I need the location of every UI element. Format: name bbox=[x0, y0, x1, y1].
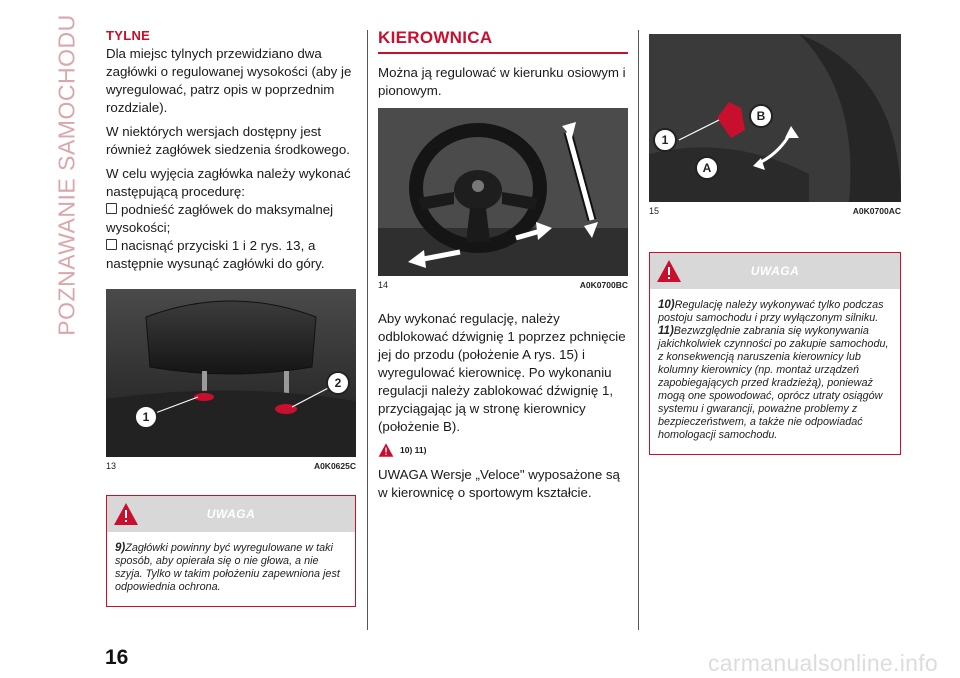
warning-item: 11)Bezwzględnie zabrania się wykonywania jakichkolwiek czynności po zakupie samochodu, z konsekwencją naruszenia kierownicy lub kolumny kierownicy (np. montaż urządzeń zapobiegających przed kradzieżą), ponieważ mogą one spowodować, oprócz utraty osiągów systemu i gwarancji, poważne problemy z bezpieczeństwem, a także nie odpowiadać homologacji samochodu. bbox=[658, 325, 889, 441]
warning-item: 9)Zagłówki powinny być wyregulowane w taki sposób, aby opierała się o nie głowa, a nie szyja. Tylko w takim położeniu zapewniona jest odpowiednia ochrona. bbox=[115, 542, 340, 593]
warning-content bbox=[107, 532, 355, 606]
figure-caption bbox=[106, 457, 356, 471]
section-heading-steering: KIEROWNICA bbox=[378, 28, 493, 47]
callout-A: A bbox=[695, 156, 719, 180]
figure-caption bbox=[378, 276, 628, 290]
paragraph: Można ją regulować w kierunku osiowym i pionowym. bbox=[378, 65, 626, 98]
watermark: carmanualsonline.info bbox=[707, 650, 938, 676]
paragraph: W niektórych wersjach dostępny jest również zagłówek siedzenia środkowego. bbox=[106, 124, 350, 157]
figure-code: A0K0625C bbox=[313, 461, 356, 471]
callout-2: 2 bbox=[326, 371, 350, 395]
steering-wheel-illustration bbox=[378, 108, 628, 276]
figure-code: A0K0700BC bbox=[579, 280, 628, 290]
callout-1: 1 bbox=[134, 405, 158, 429]
callout-B: B bbox=[749, 104, 773, 128]
warning-triangle-icon bbox=[378, 442, 394, 458]
paragraph: UWAGA Wersje „Veloce" wyposażone są w kierownicę o sportowym kształcie. bbox=[378, 467, 620, 500]
warning-header bbox=[107, 496, 355, 532]
warning-ref-numbers: 10) 11) bbox=[400, 445, 427, 455]
paragraph: Dla miejsc tylnych przewidziano dwa zagłówki o regulowanej wysokości (aby je wyregulować, patrz opis w poprzednim rozdziale). bbox=[106, 46, 352, 115]
warning-item: 10)Regulację należy wykonywać tylko podczas postoju samochodu i przy wyłączonym silniku. bbox=[658, 299, 884, 324]
steering-wheel-photo bbox=[378, 108, 628, 276]
callout-1: 1 bbox=[653, 128, 677, 152]
paragraph: Aby wykonać regulację, należy odblokować dźwignię 1 poprzez pchnięcie jej do przodu (położenie A rys. 15) i wyregulować kierownicę. Po wykonaniu regulacji należy zablokować dźwignię 1, przyciągając ją w stronę kierownicy (położenie B). bbox=[378, 311, 626, 434]
list-item: podnieść zagłówek do maksymalnej wysokości; bbox=[106, 202, 334, 235]
figure-caption bbox=[649, 202, 901, 216]
figure-number: 15 bbox=[649, 206, 660, 216]
warning-triangle-icon bbox=[113, 501, 139, 527]
headrest-illustration bbox=[106, 289, 356, 457]
checkbox-bullet-icon bbox=[106, 203, 117, 214]
figure-code: A0K0700AC bbox=[852, 206, 901, 216]
paragraph: W celu wyjęcia zagłówka należy wykonać następującą procedurę: bbox=[106, 166, 351, 199]
figure-number: 14 bbox=[378, 280, 389, 290]
warning-triangle-icon bbox=[656, 258, 682, 284]
warning-title: UWAGA bbox=[750, 264, 800, 278]
figure-15 bbox=[649, 34, 901, 216]
checkbox-bullet-icon bbox=[106, 239, 117, 250]
warning-title: UWAGA bbox=[206, 507, 256, 521]
steering-lever-photo bbox=[649, 34, 901, 202]
warning-reference bbox=[378, 442, 628, 458]
headrest-photo bbox=[106, 289, 356, 457]
list-item: nacisnąć przyciski 1 i 2 rys. 13, a następnie wysunąć zagłówki do góry. bbox=[106, 238, 325, 271]
warning-box bbox=[649, 252, 901, 455]
heading-rule bbox=[378, 52, 628, 54]
steering-lever-illustration bbox=[649, 34, 901, 202]
warning-header bbox=[650, 253, 900, 289]
column-divider bbox=[638, 30, 639, 630]
figure-14 bbox=[378, 108, 628, 290]
warning-box bbox=[106, 495, 356, 607]
figure-number: 13 bbox=[106, 461, 117, 471]
figure-13 bbox=[106, 289, 356, 471]
chapter-sidebar-title bbox=[52, 14, 82, 336]
section-heading-rear: TYLNE bbox=[106, 28, 151, 43]
warning-content bbox=[650, 289, 900, 454]
chapter-title-text: POZNAWANIE SAMOCHODU bbox=[53, 14, 80, 336]
column-divider bbox=[367, 30, 368, 630]
column-rear-headrests bbox=[106, 28, 356, 607]
page-number: 16 bbox=[105, 646, 129, 669]
column-steering-lever bbox=[649, 34, 901, 455]
column-steering-wheel bbox=[378, 28, 628, 508]
